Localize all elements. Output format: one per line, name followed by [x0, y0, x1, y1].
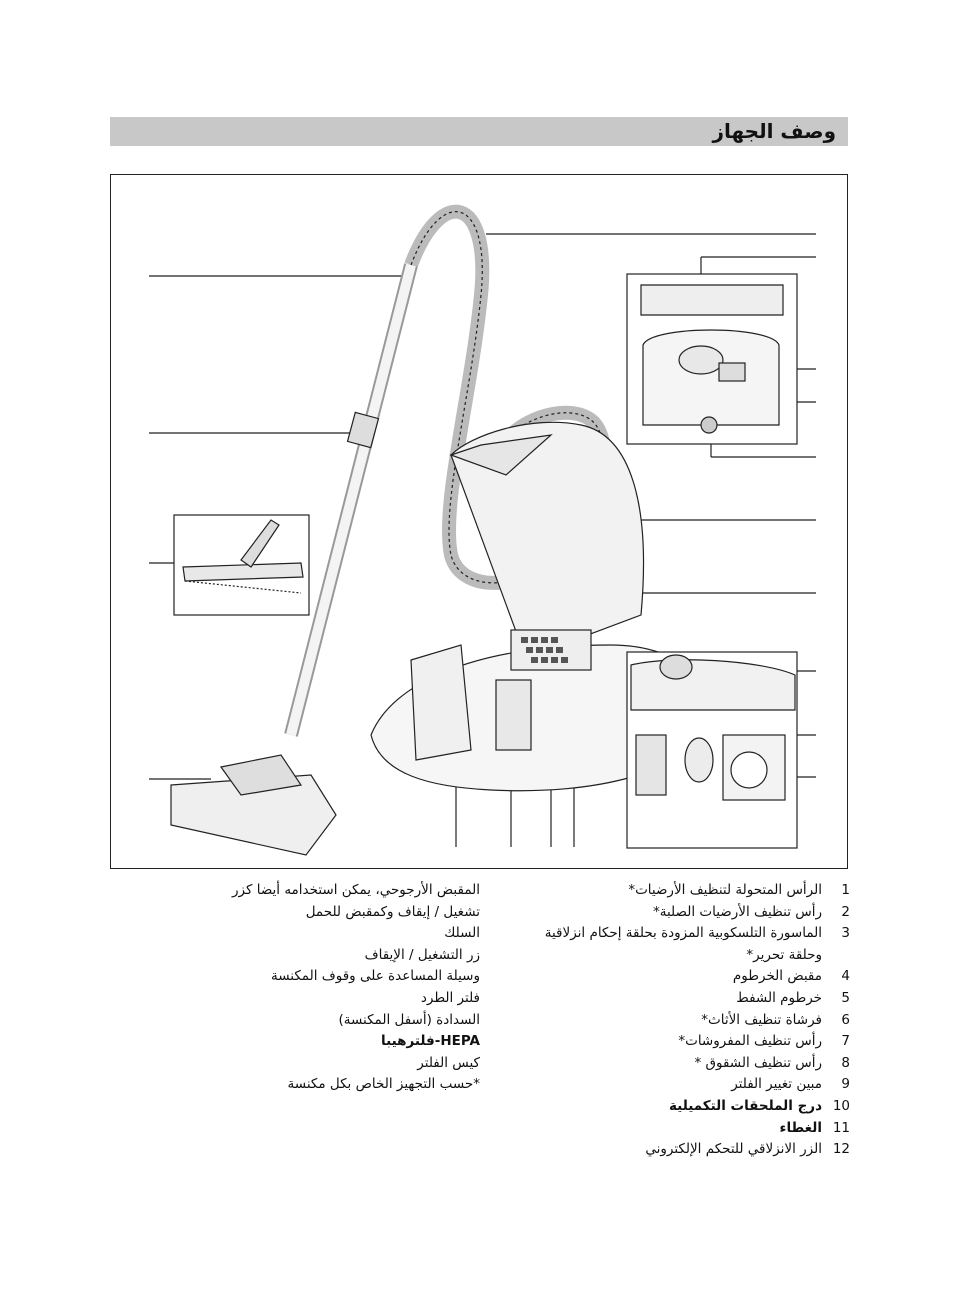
legend-item: [520, 923, 850, 966]
legend-number: 1: [841, 882, 850, 898]
legend-footnote: *حسب التجهيز الخاص بكل مكنسة: [287, 1076, 480, 1093]
legend-number: 2: [841, 903, 850, 920]
legend-text: رأس تنظيف المفروشات*: [678, 1033, 822, 1050]
legend-numbered-list: [520, 880, 850, 1161]
legend-item: [520, 1074, 850, 1096]
legend-number: 6: [841, 1011, 850, 1028]
legend-number: 4: [841, 968, 850, 985]
legend-text: رأس تنظيف الأرضيات الصلبة*: [652, 903, 822, 920]
legend-line: فلتر الطرد: [420, 989, 480, 1006]
legend-text: درج الملحقات التكميلية: [669, 1097, 822, 1114]
legend-item: [520, 1139, 850, 1161]
legend-item: [520, 966, 850, 988]
legend-item: [520, 902, 850, 924]
legend-text: الزر الانزلاقي للتحكم الإلكتروني: [645, 1141, 822, 1158]
legend-item: [520, 1010, 850, 1032]
vacuum-illustration-frame: [110, 174, 848, 869]
legend-number: 7: [841, 1033, 850, 1050]
legend-number: 8: [841, 1054, 850, 1071]
legend-item: [520, 988, 850, 1010]
legend-line: وسيلة المساعدة على وقوف المكنسة: [270, 968, 480, 985]
legend-line: المقبض الأرجوحي، يمكن استخدامه أيضا كزر: [232, 882, 480, 898]
legend-line: HEPA-فلترهيبا: [381, 1033, 480, 1050]
legend-text: فرشاة تنظيف الأثاث*: [701, 1011, 822, 1028]
legend-item: [520, 1118, 850, 1140]
legend-unnumbered-list: [150, 880, 480, 1096]
legend-item: [520, 880, 850, 902]
legend-line: تشغيل / إيقاف وكمقبض للحمل: [305, 903, 480, 920]
legend-line: السدادة (أسفل المكنسة): [338, 1011, 480, 1028]
legend-text: مقبض الخرطوم: [732, 968, 822, 985]
legend-text: الرأس المتحولة لتنظيف الأرضيات*: [628, 882, 822, 898]
legend-item: [520, 1096, 850, 1118]
legend-item: [520, 1053, 850, 1075]
legend-number: 11: [832, 1119, 850, 1136]
legend-text: الماسورة التلسكوبية المزودة بحلقة إحكام انزلاقية وحلقة تحرير*: [544, 925, 822, 963]
legend-number: 10: [832, 1097, 850, 1114]
section-title-bar: [110, 117, 848, 146]
legend-text: الغطاء: [779, 1119, 822, 1136]
legend-text: مبين تغيير الفلتر: [731, 1076, 822, 1093]
legend-number: 9: [841, 1076, 850, 1093]
vacuum-cleaner-illustration: [111, 175, 847, 868]
legend-number: 5: [841, 989, 850, 1006]
legend-line: زر التشغيل / الإيقاف: [364, 946, 480, 963]
legend-number: 3: [841, 925, 850, 942]
legend-text: رأس تنظيف الشقوق *: [694, 1054, 822, 1071]
legend-text: خرطوم الشفط: [736, 989, 822, 1006]
legend-item: [520, 1031, 850, 1053]
legend-line: كيس الفلتر: [417, 1054, 480, 1071]
legend-number: 12: [832, 1141, 850, 1158]
section-title: وصف الجهاز: [712, 119, 836, 143]
legend-line: السلك: [444, 925, 480, 942]
